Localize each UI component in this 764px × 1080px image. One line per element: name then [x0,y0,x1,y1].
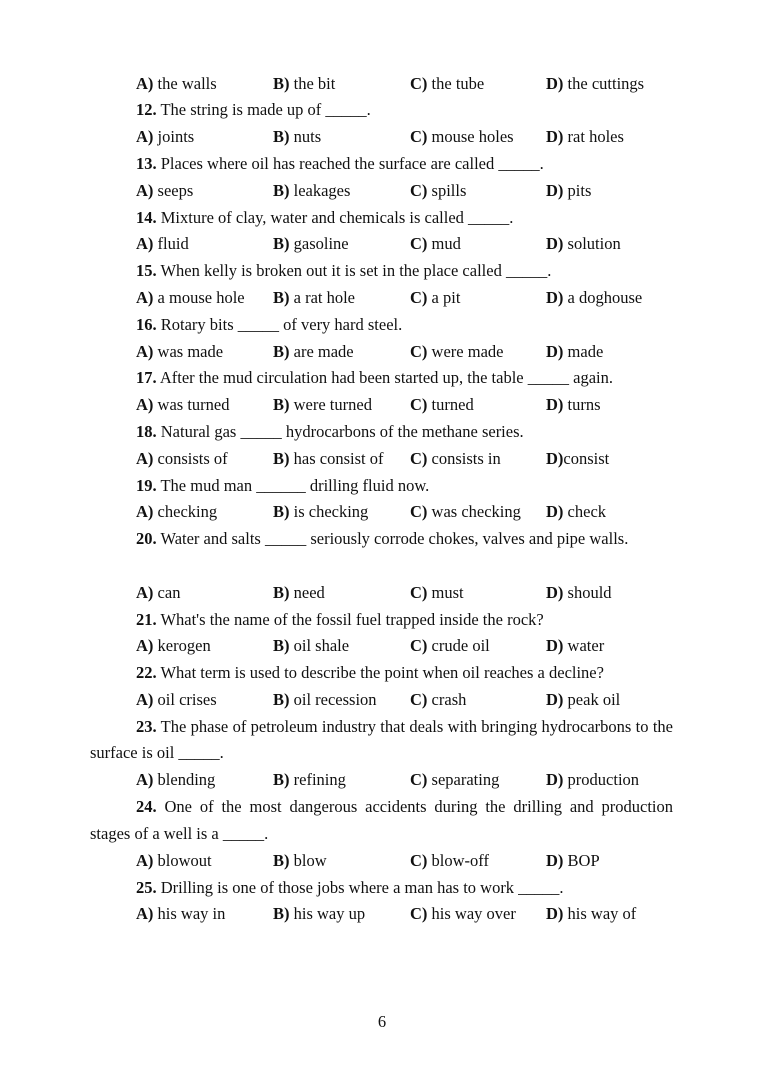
option-text: the cuttings [567,73,645,93]
option-letter: A) [136,127,154,147]
option-text: was turned [157,395,230,415]
option-text: crash [431,689,467,709]
option-text: a pit [431,287,461,307]
option-letter: B) [273,395,290,415]
question-number: 25. [136,877,157,897]
option-letter: A) [136,234,154,254]
option-letter: A) [136,180,154,200]
option-letter: D) [546,502,564,522]
answer-option [410,901,516,928]
option-text: oil shale [293,636,350,656]
option-text: was made [157,341,224,361]
answer-option [273,446,383,473]
answer-option [273,499,368,526]
answer-option [410,633,490,660]
answer-option [273,178,350,205]
question-number: 16. [136,314,157,334]
question-number: 20. [136,529,157,549]
question-text: After the mud circulation had been started up, the table _____ again. [159,368,613,388]
answer-option [410,178,466,205]
answer-option [546,901,636,928]
question [90,419,673,446]
answer-option [136,580,180,607]
answer-option [410,231,461,258]
answer-option [273,285,355,312]
options-row [0,178,764,205]
answer-option [410,848,489,875]
option-text: his way of [567,904,637,924]
answer-option [136,71,217,98]
question-number: 18. [136,421,157,441]
answer-option [410,339,503,366]
question-text: The phase of petroleum industry that deals with bringing hydrocarbons to the surface is oil _____. [90,716,674,763]
question-text: The string is made up of _____. [160,100,371,120]
option-letter: A) [136,850,154,870]
options-row [0,392,764,419]
option-letter: B) [273,904,290,924]
question-number: 19. [136,475,157,495]
answer-option [136,633,211,660]
option-text: made [567,341,604,361]
option-text: separating [431,770,500,790]
option-text: the bit [293,73,336,93]
question-text: The mud man ______ drilling fluid now. [160,475,430,495]
options-row [0,499,764,526]
option-letter: D) [546,636,564,656]
answer-option [136,767,215,794]
option-letter: D) [546,770,564,790]
answer-option [136,178,193,205]
option-letter: C) [410,502,428,522]
answer-option [136,848,212,875]
option-letter: B) [273,287,290,307]
option-text: check [567,502,607,522]
option-text: solution [567,234,621,254]
question-number: 13. [136,153,157,173]
option-text: are made [293,341,354,361]
option-text: should [567,582,612,602]
answer-option [273,580,325,607]
answer-option [546,633,604,660]
answer-option [273,687,377,714]
answer-option [273,901,365,928]
option-text: turns [567,395,601,415]
option-text: crude oil [431,636,490,656]
option-text: joints [157,127,195,147]
option-text: kerogen [157,636,211,656]
option-text: were made [431,341,504,361]
question [90,794,673,848]
option-text: nuts [293,127,322,147]
question-number: 15. [136,261,157,281]
answer-option [410,767,499,794]
answer-option [546,767,639,794]
question-text: Drilling is one of those jobs where a man has to work _____. [160,877,564,897]
question-number: 22. [136,663,157,683]
option-text: turned [431,395,474,415]
answer-option [273,633,349,660]
options-row [0,848,764,875]
answer-option [546,499,606,526]
option-text: his way over [431,904,516,924]
option-letter: D) [546,234,564,254]
option-letter: B) [273,234,290,254]
question [90,875,673,902]
option-letter: A) [136,636,154,656]
option-text: blow [293,850,327,870]
option-text: blending [157,770,216,790]
answer-option [410,687,466,714]
option-text: spills [431,180,467,200]
question-text: Water and salts _____ seriously corrode chokes, valves and pipe walls. [160,529,629,549]
question [90,151,673,178]
answer-option [546,580,612,607]
option-letter: B) [273,73,290,93]
option-text: oil recession [293,689,377,709]
option-letter: A) [136,287,154,307]
option-letter: D) [546,448,564,468]
answer-option [136,231,189,258]
option-letter: C) [410,341,428,361]
option-text: the walls [157,73,217,93]
answer-option [410,392,474,419]
question-text: When kelly is broken out it is set in the place called _____. [160,261,552,281]
option-text: his way in [157,904,226,924]
option-letter: B) [273,689,290,709]
option-text: water [567,636,605,656]
option-letter: B) [273,448,290,468]
option-letter: A) [136,689,154,709]
option-text: pits [567,180,592,200]
option-letter: B) [273,341,290,361]
answer-option [136,499,217,526]
answer-option [410,285,460,312]
option-letter: C) [410,448,428,468]
option-letter: C) [410,770,428,790]
answer-option [546,446,609,473]
answer-option [546,848,600,875]
answer-option [136,285,245,312]
answer-option [273,339,354,366]
option-letter: D) [546,689,564,709]
options-row [0,687,764,714]
question-text: Places where oil has reached the surface are called _____. [160,153,544,173]
option-text: consist [563,448,610,468]
question [90,97,673,124]
options-row [0,633,764,660]
option-text: fluid [157,234,189,254]
question-text: Mixture of clay, water and chemicals is called _____. [160,207,514,227]
option-text: his way up [293,904,366,924]
options-row [0,124,764,151]
option-letter: A) [136,904,154,924]
answer-option [410,499,521,526]
option-text: checking [157,502,218,522]
option-letter: B) [273,502,290,522]
answer-option [546,71,644,98]
option-letter: D) [546,582,564,602]
option-text: a mouse hole [157,287,245,307]
page-number: 6 [377,1012,387,1031]
option-text: a doghouse [567,287,643,307]
question-number: 14. [136,207,157,227]
question-number: 21. [136,609,157,629]
answer-option [410,446,501,473]
option-letter: D) [546,180,564,200]
option-letter: A) [136,448,154,468]
option-letter: D) [546,73,564,93]
option-letter: C) [410,73,428,93]
option-letter: B) [273,770,290,790]
option-text: consists of [157,448,228,468]
option-letter: B) [273,636,290,656]
option-text: a rat hole [293,287,356,307]
question [90,205,673,232]
option-text: BOP [567,850,600,870]
question-text: Rotary bits _____ of very hard steel. [160,314,403,334]
question-number: 24. [136,797,157,817]
option-text: mouse holes [431,127,514,147]
answer-option [136,339,223,366]
option-text: consists in [431,448,501,468]
question-number: 12. [136,100,157,120]
option-letter: A) [136,502,154,522]
answer-option [273,231,349,258]
answer-option [136,446,228,473]
option-letter: A) [136,582,154,602]
option-letter: B) [273,582,290,602]
option-letter: A) [136,770,154,790]
option-text: the tube [431,73,485,93]
option-text: mud [431,234,461,254]
option-letter: B) [273,850,290,870]
question-number: 17. [136,368,157,388]
option-letter: A) [136,395,154,415]
option-letter: C) [410,850,428,870]
option-text: peak oil [567,689,621,709]
question-text: What's the name of the fossil fuel trapped inside the rock? [160,609,544,629]
question [90,607,673,634]
answer-option [546,231,621,258]
option-text: oil crises [157,689,217,709]
option-text: refining [293,770,346,790]
options-row [0,901,764,928]
question-text: What term is used to describe the point when oil reaches a decline? [160,663,604,683]
answer-option [546,687,620,714]
answer-option [546,124,624,151]
option-letter: D) [546,850,564,870]
answer-option [273,392,372,419]
option-text: production [567,770,640,790]
option-text: were turned [293,395,372,415]
question-number: 23. [136,716,157,736]
answer-option [136,392,230,419]
options-row [0,767,764,794]
answer-option [273,124,321,151]
answer-option [136,687,217,714]
option-letter: C) [410,180,428,200]
option-letter: C) [410,234,428,254]
answer-option [410,71,484,98]
answer-option [273,767,346,794]
options-row [0,339,764,366]
answer-option [273,71,335,98]
option-letter: C) [410,582,428,602]
question [90,526,673,553]
option-text: need [293,582,325,602]
option-letter: D) [546,127,564,147]
answer-option [546,339,603,366]
question [90,312,673,339]
answer-option [136,124,194,151]
option-text: can [157,582,181,602]
options-row [0,446,764,473]
option-text: leakages [293,180,351,200]
options-row [0,580,764,607]
option-text: is checking [293,502,369,522]
answer-option [546,392,601,419]
option-letter: D) [546,287,564,307]
question [90,258,673,285]
answer-option [410,580,464,607]
option-text: has consist of [293,448,384,468]
option-letter: C) [410,127,428,147]
option-letter: A) [136,341,154,361]
answer-option [546,178,591,205]
option-letter: C) [410,689,428,709]
option-letter: C) [410,287,428,307]
question [90,365,673,392]
question [90,473,673,500]
option-text: gasoline [293,234,349,254]
option-letter: C) [410,395,428,415]
option-letter: D) [546,395,564,415]
answer-option [546,285,642,312]
option-text: seeps [157,180,194,200]
option-letter: C) [410,904,428,924]
answer-option [136,901,225,928]
question [90,714,673,768]
option-text: was checking [431,502,521,522]
question-text: One of the most dangerous accidents during the drilling and production stages of a well is a _____. [90,797,673,843]
option-letter: D) [546,341,564,361]
option-text: rat holes [567,127,624,147]
question [90,660,673,687]
option-letter: A) [136,73,154,93]
answer-option [410,124,514,151]
option-text: must [431,582,464,602]
answer-option [273,848,327,875]
option-text: blowout [157,850,212,870]
option-letter: B) [273,127,290,147]
option-letter: B) [273,180,290,200]
question-text: Natural gas _____ hydrocarbons of the methane series. [160,421,524,441]
options-row [0,285,764,312]
option-letter: D) [546,904,564,924]
option-letter: C) [410,636,428,656]
option-text: blow-off [431,850,489,870]
options-row [0,71,764,98]
options-row [0,231,764,258]
